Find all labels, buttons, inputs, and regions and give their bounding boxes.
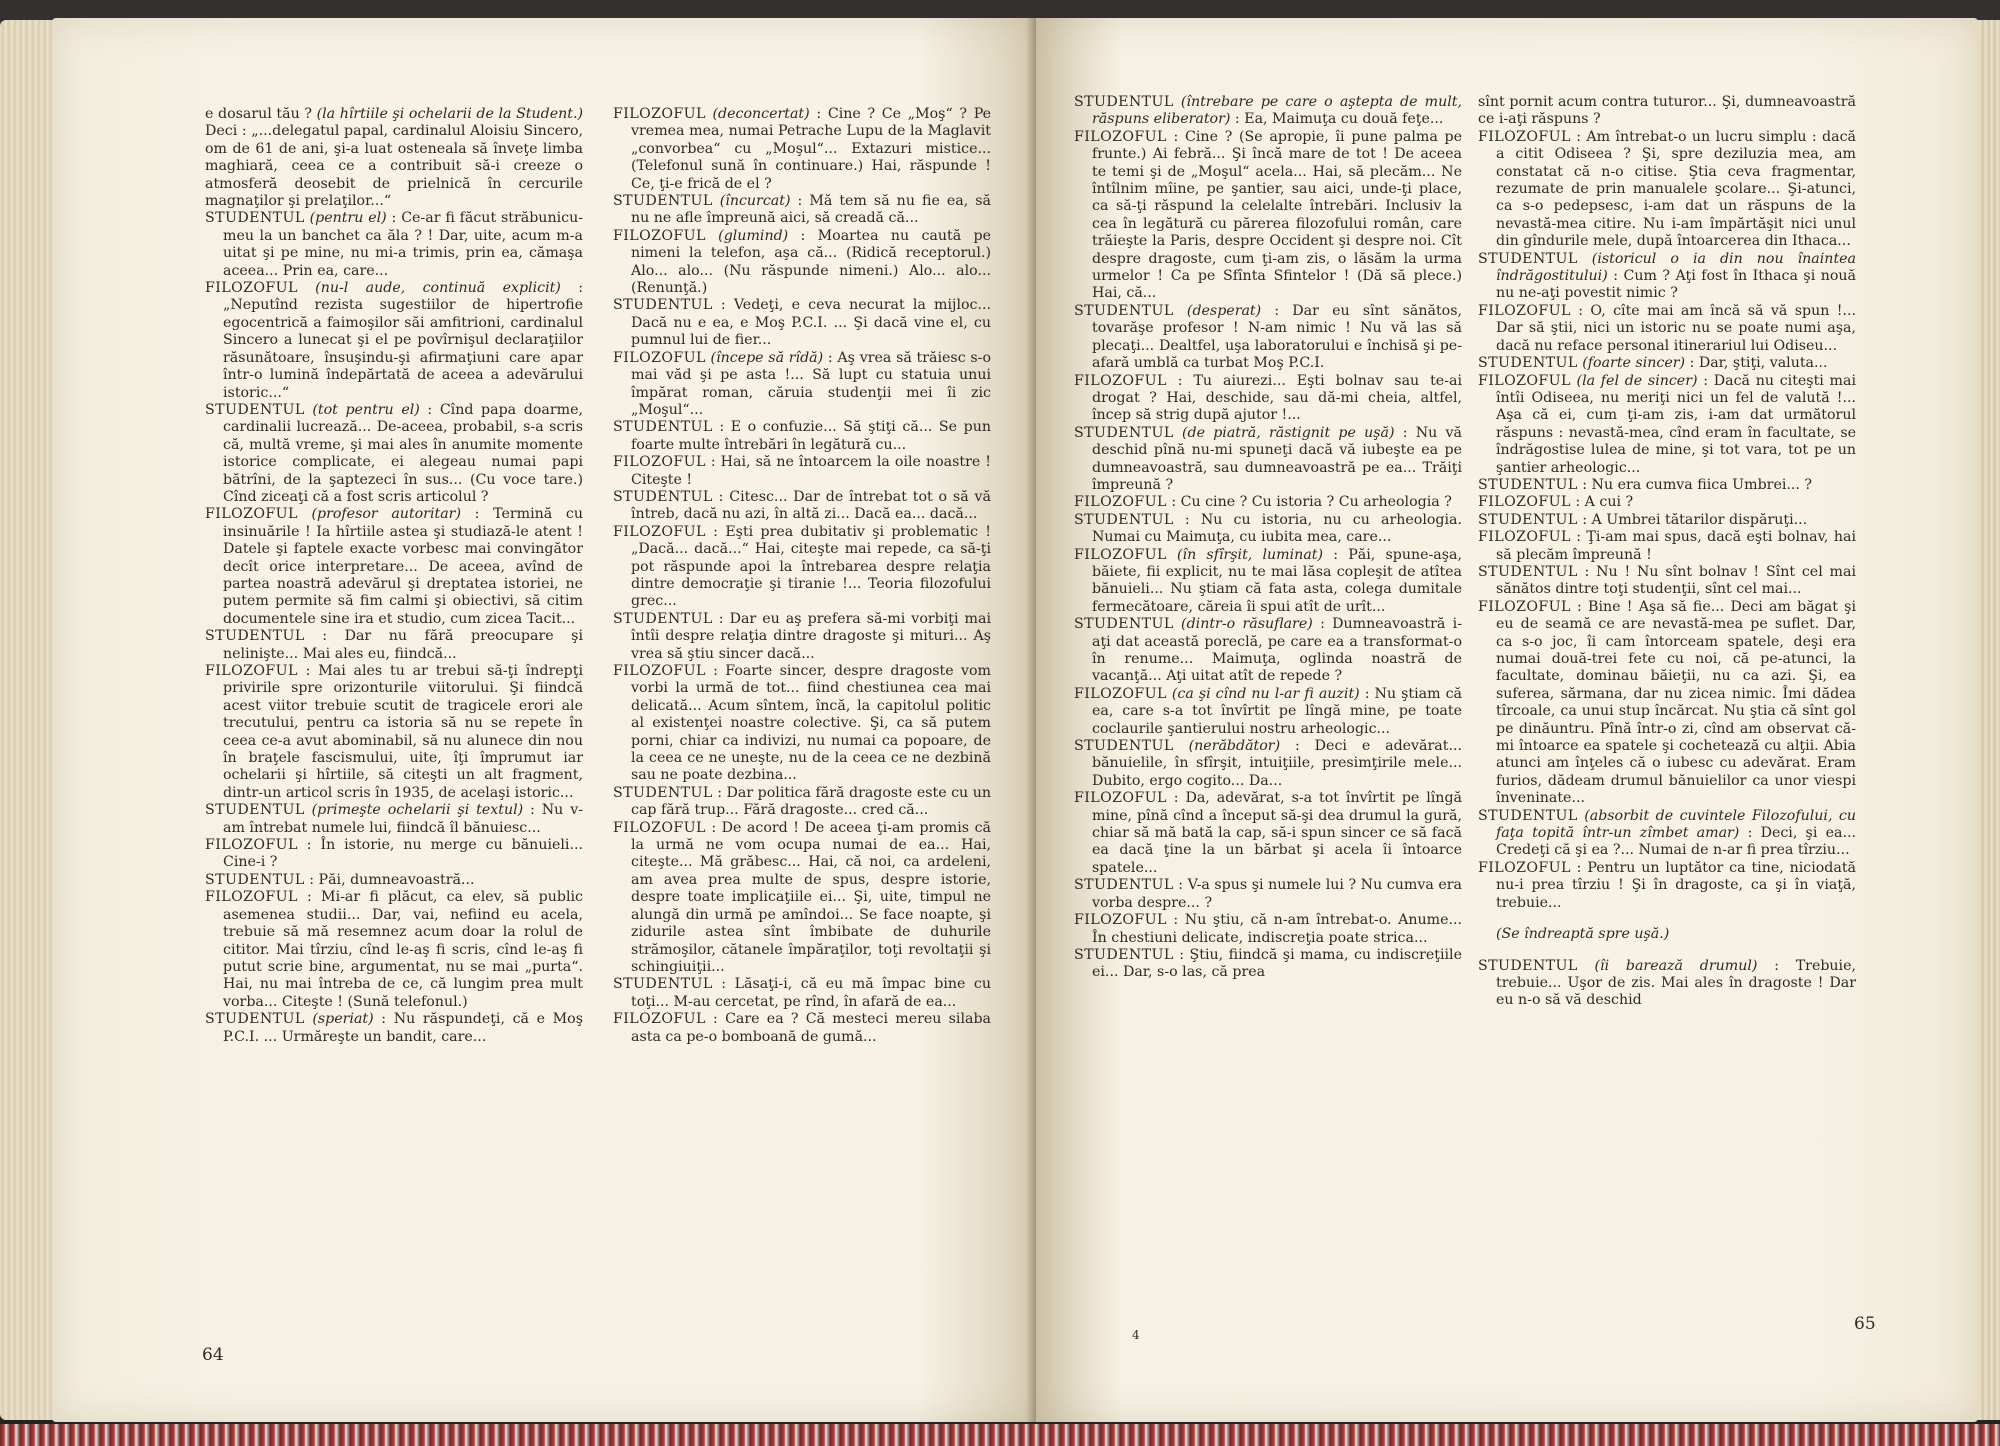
speaker-name: STUDENTUL: [1478, 355, 1578, 372]
speaker-name: STUDENTUL: [205, 1011, 305, 1028]
dialogue-line: [1478, 599, 1856, 808]
speech-text: : Termină cu insinuările ! Ia hîrtiile astea şi studiază-le atent ! Datele şi faptele exacte vorbesc mai convingător decît orice interpretare... De aceea, avînd de partea noastră adevărul şi dreptatea istoriei, ne putem permite să fim calmi şi obiectivi, să citim documentele sine ira et studio, cum zicea Tacit...: [223, 506, 583, 627]
speaker-name: STUDENTUL: [1478, 476, 1578, 493]
dialogue-line: [1074, 512, 1462, 547]
dialogue-line: [205, 280, 583, 402]
speaker-name: FILOZOFUL: [205, 663, 298, 679]
dialogue-line: [613, 419, 991, 454]
dialogue-line: [613, 228, 991, 298]
dialogue-line: [1074, 912, 1462, 947]
speaker-name: FILOZOFUL: [1074, 372, 1167, 389]
dialogue-line: [205, 1011, 583, 1046]
dialogue-line: [205, 837, 583, 872]
speech-text: : Mă tem să nu fie ea, să nu ne afle împreună aici, să creadă că...: [631, 193, 991, 227]
dialogue-line: [1074, 494, 1462, 511]
speaker-name: FILOZOFUL: [205, 889, 298, 906]
left-page-column-1: [205, 106, 583, 1336]
speech-text: : Cine ? Ce „Moş“ ? Pe vremea mea, numai Petrache Lupu de la Maglavit „convorbea“ cu „Moşul“... Extazuri mistice... (Telefonul sună în continuare.) Hai, răspunde ! Ce, ţi-e frică de el ?: [631, 106, 991, 192]
stage-direction: (nu-l aude, continuă explicit): [315, 280, 561, 297]
speech-text: : Păi, dumneavoastră...: [304, 871, 475, 888]
speech-text: : Vedeţi, e ceva necurat la mijloc... Dacă nu e ea, e Moş P.C.I. ... Şi dacă vine el, cu pumnul lui de fier...: [631, 297, 991, 349]
dialogue-line: [1074, 425, 1462, 495]
speech-text: : Lăsaţi-i, că eu mă împac bine cu toţi... M-au cercetat, pe rînd, în afară de ea...: [631, 976, 991, 1010]
speech-text: : Deci, şi ea... Credeţi că şi ea ?... Numai de n-ar fi prea tîrziu...: [1496, 825, 1856, 859]
speech-text: : „Neputînd rezista sugestiilor de hipertrofie egocentrică a faimoşilor săi amfitrioni, cardinalul Sincero a lunecat şi el pe povîrnişul declaraţiilor răsunătoare, însuşindu-şi afirmaţiuni care apar într-o lumină îndepărtată de aceea a adevărului istoric...“: [223, 280, 583, 401]
speaker-name: FILOZOFUL: [1478, 529, 1571, 546]
dialogue-line: [1074, 616, 1462, 686]
dialogue-line: [1478, 958, 1856, 1010]
dialogue-line: [1074, 94, 1462, 129]
speech-text: : Nu era cumva fiica Umbrei... ?: [1577, 476, 1813, 493]
speaker-name: FILOZOFUL: [1478, 859, 1571, 876]
speech-text: : De acord ! De aceea ţi-am promis că la urmă ne vom ocupa numai de ea... Hai, citeşte... Mă grăbesc... Hai, că noi, ca ardeleni, am avea prea multe de spus, despre istorie, despre toate implicaţiile ei... Şi, uite, timpul ne alungă din urmă pe amîndoi... Se face noapte, şi zidurile astea sînt îmbibate de duhurile strămoşilor, cătanele împăraţilor, toţi revoltaţii şi schingiuiţii...: [631, 819, 991, 975]
speaker-name: STUDENTUL: [1074, 946, 1174, 963]
dialogue-line: [613, 524, 991, 611]
speech-text: : Cine ? (Se apropie, îi pune palma pe frunte.) Ai febră... Şi încă mare de tot ! De aceea te temi şi de „Moşul“ acela... Hai, să plecăm... Ne întîlnim mîine, pe şantier, sau aici, unde-ţi place, ca să-ţi răspund la celelalte întrebări. Inclusiv la cea în legătură cu părerea filozofului român, care trăieşte la Paris, despre Occident şi despre noi. Cît despre dragoste, cum ţi-am zis, o lăsăm la urma urmelor ! Ca pe Sfînta Sfintelor ! (Dă să plece.) Hai, că...: [1092, 128, 1462, 302]
speech-text: : Nu cu istoria, nu cu arheologia. Numai cu Maimuţa, cu iubita mea, care...: [1092, 511, 1462, 546]
speaker-name: STUDENTUL: [1074, 877, 1174, 894]
speaker-name: FILOZOFUL: [613, 106, 706, 122]
speaker-name: STUDENTUL: [1074, 302, 1174, 319]
speech-text: : Citesc... Dar de întrebat tot o să vă întreb, dacă nu azi, în altă zi... Dacă ea... dacă...: [631, 488, 991, 523]
page-edges-left: [0, 20, 60, 1420]
speaker-name: STUDENTUL: [613, 297, 713, 314]
dialogue-line: [205, 506, 583, 628]
dialogue-line: [613, 611, 991, 663]
speech-text: : Nu ştiu, că n-am întrebat-o. Anume... În chestiuni delicate, indiscreţia poate strica...: [1092, 912, 1462, 946]
speech-text: : Cînd papa doarme, cardinalii lucrează... De-aceea, probabil, s-a scris că, multă vreme, şi mai ales în anumite momente istorice complicate, ei alegeau numai papi bătrîni, de la şaptezeci în sus... (Cu voce tare.) Cînd ziceaţi că a fost scris articolul ?: [223, 401, 583, 505]
speaker-name: FILOZOFUL: [1074, 494, 1167, 511]
dialogue-line: [1074, 547, 1462, 617]
speaker-name: STUDENTUL: [1478, 563, 1578, 580]
stage-direction: (îi barează drumul): [1594, 957, 1758, 974]
speech-text: : E o confuzie... Să ştiţi că... Se pun foarte multe întrebări în legătură cu...: [631, 419, 991, 453]
dialogue-line: [613, 663, 991, 785]
stage-direction: (Se îndreaptă spre uşă.): [1496, 926, 1670, 943]
right-page: [1036, 18, 1978, 1422]
stage-direction: (glumind): [718, 227, 789, 244]
tablecloth: [0, 1424, 2000, 1446]
speaker-name: STUDENTUL: [205, 401, 305, 418]
dialogue-line: [613, 785, 991, 820]
speech-text: : Dar eu aş prefera să-mi vorbiţi mai întîi despre relaţia dintre dragoste şi mituri... Aş vrea să ştiu sincer dacă...: [631, 610, 991, 662]
stage-direction: (întrebare pe care o aştepta de mult, răspuns eliberator): [1092, 94, 1462, 128]
dialogue-line: [1074, 947, 1462, 982]
right-page-column-2: [1478, 94, 1856, 1324]
stage-direction: (ca şi cînd nu l-ar fi auzit): [1171, 685, 1360, 702]
dialogue-line: [205, 889, 583, 1011]
dialogue-line: [613, 350, 991, 420]
stage-direction: (încurcat): [719, 193, 791, 210]
speech-text: : Da, adevărat, s-a tot învîrtit pe lîngă mine, pînă cînd a început să-şi dea drumul la gură, chiar să mă bată la cap, să-i spun sincer ce să facă ea dacă ţine la un bărbat şi acela îi întoarce spatele...: [1092, 790, 1462, 876]
speaker-name: STUDENTUL: [1074, 424, 1174, 441]
speaker-name: FILOZOFUL: [1074, 685, 1167, 702]
speaker-name: FILOZOFUL: [1074, 790, 1167, 807]
speech-text: : A cui ?: [1570, 494, 1634, 511]
dialogue-line: [1478, 808, 1856, 860]
dialogue-line: [613, 193, 991, 228]
page-number-left: 64: [202, 1345, 224, 1365]
speech-text: : Eşti prea dubitativ şi problematic ! „Dacă... dacă...“ Hai, citeşte mai repede, ca să-ţi pot răspunde apoi la întrebarea despre relaţia dintre democraţie şi tiranie !... Teoria filozofului grec...: [631, 523, 991, 610]
dialogue-line: [613, 1011, 991, 1046]
speech-text: : Nu ştiam că ea, care s-a tot învîrtit pe lîngă mine, pe toate coclaurile şantierului nostru arheologic...: [1092, 685, 1462, 737]
speech-text: : V-a spus şi numele lui ? Nu cumva era vorba despre... ?: [1092, 877, 1462, 911]
speech-text: : Dacă nu citeşti mai întîi Odiseea, nu meriţi nici un fel de valută !... Aşa că ei, cum ţi-am zis, i-am dat următorul răspuns : nevastă-mea, cînd eram în facultate, se îndrăgostise lulea de mine, şi tot vara, tot pe un şantier arheologic...: [1496, 372, 1856, 476]
dialogue-line: [1478, 494, 1856, 511]
speaker-name: FILOZOFUL: [1478, 302, 1571, 319]
speaker-name: FILOZOFUL: [1074, 128, 1167, 145]
speech-text: : Am întrebat-o un lucru simplu : dacă a citit Odiseea ? Şi, spre deziluzia mea, am constatat că n-o citise. Ştia ceva fragmentar, rezumate de prin manualele şcolare... Şi-atunci, ca s-o pedepsesc, i-am dat un răspuns de la nevastă-mea citire. Nu i-am împărtăşit nici unul din gîndurile mele, după întoarcerea din Ithaca...: [1496, 128, 1856, 250]
speaker-name: STUDENTUL: [205, 802, 305, 819]
page-number-right: 65: [1854, 1314, 1876, 1334]
stage-direction: (pentru el): [309, 210, 387, 227]
dialogue-line: [1478, 129, 1856, 251]
speaker-name: STUDENTUL: [205, 628, 305, 645]
dialogue-line: [1074, 877, 1462, 912]
speech-text: : Nu ! Nu sînt bolnav ! Sînt cel mai sănătos dintre toţi studenţii, sînt cel mai...: [1496, 563, 1856, 598]
dialogue-line: [1478, 373, 1856, 477]
dialogue-line: [1074, 373, 1462, 425]
speaker-name: STUDENTUL: [1074, 616, 1174, 633]
speech-text: e dosarul tău ?: [205, 106, 317, 122]
stage-direction: (nerăbdător): [1188, 738, 1281, 755]
speaker-name: FILOZOFUL: [205, 280, 298, 297]
stage-direction: (primeşte ochelarii şi textul): [311, 802, 524, 819]
speaker-name: STUDENTUL: [613, 488, 713, 505]
speech-text: : Ea, Maimuţa cu două feţe...: [1230, 111, 1444, 128]
speaker-name: FILOZOFUL: [1478, 598, 1571, 615]
dialogue-line: [1478, 512, 1856, 529]
stage-direction: (dintr-o răsuflare): [1181, 616, 1313, 633]
speech-text: : Aş vrea să trăiesc s-o mai văd şi pe asta !... Să lupt cu statuia unui împărat roman, căruia studenţii mei îi zic „Moşul“...: [631, 349, 991, 418]
speech-text: : Deci e adevărat... bănuielile, în sfîrşit, intuiţiile, presimţirile mele... Dubito, ergo cogito... Da...: [1092, 738, 1462, 789]
stage-direction: (desperat): [1186, 302, 1262, 319]
dialogue-line: [1478, 529, 1856, 564]
right-page-column-1: [1074, 94, 1462, 1324]
speaker-name: FILOZOFUL: [613, 1011, 706, 1028]
speech-text: : Pentru un luptător ca tine, niciodată nu-i prea tîrziu ! Şi în dragoste, ca şi în viaţă, trebuie...: [1496, 859, 1856, 911]
speech-text: Deci : „...delegatul papal, cardinalul Aloisiu Sincero, om de 61 de ani, şi-a luat osteneala să înveţe limba maghiară, ceea ce a contribuit să-i creeze o atmosferă deosebit de prielnică în cercurile magnaţilor şi prelaţilor...“: [205, 123, 583, 210]
speech-text: : Moartea nu caută pe nimeni la telefon, aşa că... (Ridică receptorul.) Alo... alo... (Nu răspunde nimeni.) Alo... alo... (Renunţă.): [631, 227, 991, 297]
speaker-name: FILOZOFUL: [1074, 912, 1167, 929]
speech-text: : Ţi-am mai spus, dacă eşti bolnav, hai să plecăm împreună !: [1496, 529, 1856, 563]
stage-direction: (profesor autoritar): [311, 506, 461, 523]
speech-text: : Nu vă deschid pînă nu-mi spuneţi dacă vă iubeşte ea pe dumneavoastră, sau dumneavoastră pe ea... Trăiţi împreună ?: [1092, 424, 1462, 493]
dialogue-line: [1074, 129, 1462, 303]
stage-direction: (foarte sincer): [1582, 355, 1686, 372]
speaker-name: FILOZOFUL: [1074, 546, 1167, 563]
speaker-name: FILOZOFUL: [613, 523, 706, 540]
speech-text: : Nu v-am întrebat numele lui, fiindcă îl bănuiesc...: [223, 802, 583, 836]
speaker-name: STUDENTUL: [1074, 94, 1174, 110]
dialogue-line: [1478, 303, 1856, 355]
speaker-name: FILOZOFUL: [613, 227, 706, 244]
stage-direction: (deconcertat): [712, 106, 810, 122]
speech-text: : Dar, ştiţi, valuta...: [1685, 355, 1828, 372]
dialogue-line: [1478, 860, 1856, 912]
speaker-name: FILOZOFUL: [205, 837, 298, 854]
stage-direction: (absorbit de cuvintele Filozofului, cu faţa topită într-un zîmbet amar): [1496, 807, 1856, 842]
stage-direction: (de piatră, răstignit pe uşă): [1181, 424, 1395, 441]
speaker-name: STUDENTUL: [1478, 957, 1578, 974]
stage-direction: (la hîrtiile şi ochelarii de la Student.): [316, 106, 583, 122]
speaker-name: STUDENTUL: [1074, 511, 1174, 528]
dialogue-line: [1074, 303, 1462, 373]
speech-text: : Trebuie, trebuie... Uşor de zis. Mai ales în dragoste ! Dar eu n-o să vă deschid: [1496, 957, 1856, 1009]
dialogue-line: [613, 820, 991, 977]
dialogue-line: [205, 663, 583, 802]
speaker-name: STUDENTUL: [205, 871, 305, 888]
speech-text: : Ce-ar fi făcut străbunicu-meu la un banchet ca ăla ? ! Dar, uite, acum m-a uitat şi pe mine, nu mi-a trimis, prin ea, cămaşa aceea... Prin ea, care...: [223, 210, 583, 279]
dialogue-line: [1478, 355, 1856, 372]
speech-text: : Bine ! Aşa să fie... Deci am băgat şi eu de seamă ce are nevastă-mea pe suflet. Dar, ca s-o joc, îi cam întorceam spatele, deşi era numai două-trei fete cu noi, că pe-atunci, la facultate, dominau băieţii, nu ca azi. Şi, ea suferea, sărmana, dar nu zicea nimic. Îmi dădea tîrcoale, ca unui stup încărcat. Nu ştia că sînt gol pe dinăuntru. Pînă într-o zi, cînd am observat că-mi întoarce ea spatele şi cochetează cu alţii. Abia atunci am înţeles că o iubesc cu adevărat. Eram furios, dădeam drumul bănuielilor ca unor viespi înveninate...: [1496, 598, 1856, 807]
speaker-name: FILOZOFUL: [613, 819, 706, 836]
speech-text: : Hai, să ne întoarcem la oile noastre ! Citeşte !: [631, 454, 991, 488]
stage-direction: (speriat): [312, 1011, 374, 1028]
stage-direction: (începe să rîdă): [710, 349, 824, 366]
speech-text: : A Umbrei tătarilor dispăruţi...: [1577, 511, 1808, 528]
speaker-name: STUDENTUL: [613, 419, 713, 436]
dialogue-line: [613, 976, 991, 1011]
speech-text: : Dar nu fără preocupare şi nelinişte... Mai ales eu, fiindcă...: [223, 628, 583, 662]
dialogue-line: [205, 628, 583, 663]
speaker-name: FILOZOFUL: [205, 506, 298, 523]
dialogue-line: [613, 489, 991, 524]
left-page-column-2: [613, 106, 991, 1336]
speech-text: : Dumneavoastră i-aţi dat această poreclă, pe care ea a transformat-o în renume... Maimuţa, oglinda noastră de vacanţă... Aţi uitat atît de repede ?: [1092, 616, 1462, 685]
signature-mark: 4: [1132, 1328, 1140, 1342]
speaker-name: STUDENTUL: [1478, 511, 1578, 528]
dialogue-continuation: [1478, 94, 1856, 129]
dialogue-line: [1074, 790, 1462, 877]
dialogue-line: [613, 297, 991, 349]
stage-direction: (la fel de sincer): [1576, 372, 1698, 389]
stage-direction: (tot pentru el): [312, 401, 420, 418]
speech-text: : În istorie, nu merge cu bănuieli... Cine-i ?: [223, 837, 583, 871]
speech-text: : Dar eu sînt sănătos, tovarăşe profesor ! N-am nimic ! Nu vă las să plecaţi... Dealtfel, uşa laboratorului e închisă şi pe-afară umblă ca turbat Moş P.C.I.: [1092, 302, 1462, 372]
dialogue-line: [205, 802, 583, 837]
dialogue-line: [613, 106, 991, 193]
speech-text: : Dar politica fără dragoste este cu un cap fără trup... Fără dragoste... cred că...: [631, 784, 991, 819]
speaker-name: STUDENTUL: [613, 784, 713, 801]
speaker-name: STUDENTUL: [613, 193, 713, 210]
dialogue-line: [1478, 564, 1856, 599]
speech-text: : Păi, spune-aşa, băiete, fii explicit, nu te mai lăsa copleşit de atîtea bănuieli... Nu ştiam că fata asta, colega dumitale fermecătoare, căreia îi spui atît de urît...: [1092, 546, 1462, 615]
speech-text: : O, cîte mai am încă să vă spun !... Dar să ştii, nici un istoric nu se poate numi aşa, dacă nu reface personal itinerariul lui Odiseu...: [1496, 302, 1856, 354]
speaker-name: FILOZOFUL: [613, 454, 706, 471]
speaker-name: STUDENTUL: [1478, 807, 1578, 824]
speech-text: : Tu aiurezi... Eşti bolnav sau te-ai drogat ? Hai, deschide, sau dă-mi cheia, altfel, încep să strig după ajutor !...: [1092, 372, 1462, 424]
dialogue-line: [205, 872, 583, 889]
speaker-name: FILOZOFUL: [1478, 128, 1571, 145]
speaker-name: FILOZOFUL: [1478, 372, 1571, 389]
dialogue-line: [1478, 251, 1856, 303]
speaker-name: STUDENTUL: [613, 976, 713, 993]
speaker-name: FILOZOFUL: [613, 663, 706, 679]
dialogue-line: [613, 454, 991, 489]
speech-text: : Nu răspundeţi, că e Moş P.C.I. ... Urmăreşte un bandit, care...: [223, 1011, 583, 1045]
speech-text: : Mai ales tu ar trebui să-ţi îndrepţi privirile spre orizonturile viitorului. Şi fiindcă acest viitor trebuie scutit de tragicele erori ale trecutului, pentru ca istoria să nu se repete în ceea ce-a avut abominabil, să nu alunece din nou în braţele fascismului, uite, îţi împrumut iar ochelarii şi hîrtiile, să citeşti un alt fragment, dintr-un articol scris în 1935, de acelaşi istoric...: [223, 663, 583, 801]
dialogue-line: [1074, 686, 1462, 738]
speaker-name: FILOZOFUL: [613, 349, 706, 366]
speaker-name: STUDENTUL: [613, 610, 713, 627]
speech-text: sînt pornit acum contra tuturor... Şi, dumneavoastră ce i-aţi răspuns ?: [1478, 94, 1856, 128]
dialogue-line: [1074, 738, 1462, 790]
speaker-name: STUDENTUL: [205, 210, 305, 227]
stage-direction: (în sfîrşit, luminat): [1177, 546, 1324, 563]
speech-text: : Cu cine ? Cu istoria ? Cu arheologia ?: [1166, 494, 1452, 511]
left-page: [52, 18, 1036, 1422]
speaker-name: FILOZOFUL: [1478, 494, 1571, 511]
speaker-name: STUDENTUL: [1478, 250, 1578, 267]
speech-text: : Mi-ar fi plăcut, ca elev, să public asemenea studii... Dar, vai, nefiind eu acela, trebuie să mă resemnez acum doar la rolul de cititor. Mai tîrziu, cînd le-aş fi scris, cînd le-aş fi putut scrie bine, argumentat, nu se mai „purta“. Hai, nu mai întreba de ce, că lungim prea mult vorba... Citeşte ! (Sună telefonul.): [223, 889, 583, 1010]
stage-direction: (istoricul o ia din nou înaintea îndrăgostitului): [1496, 250, 1856, 285]
dialogue-line: [205, 210, 583, 280]
speaker-name: STUDENTUL: [1074, 738, 1174, 755]
speech-text: : Foarte sincer, despre dragoste vom vorbi la urmă de tot... fiind chestiunea cea mai delicată... Acum sîntem, încă, la capitolul politic al existenţei noastre colective. Şi, ca să putem porni, chiar ca indivizi, nu numai ca popoare, de la ceea ce ne uneşte, nu de la ceea ce ne dezbină sau ne poate dezbina...: [631, 663, 991, 784]
speech-text: : Cum ? Aţi fost în Ithaca şi nouă nu ne-aţi povestit nimic ?: [1496, 268, 1856, 302]
dialogue-continuation: [205, 106, 583, 210]
dialogue-line: [205, 402, 583, 506]
speech-text: : Ştiu, fiindcă şi mama, cu indiscreţiile ei... Dar, s-o las, că prea: [1092, 946, 1462, 981]
dialogue-line: [1478, 477, 1856, 494]
speech-text: : Care ea ? Că mesteci mereu silaba asta ca pe-o bomboană de gumă...: [631, 1011, 991, 1045]
